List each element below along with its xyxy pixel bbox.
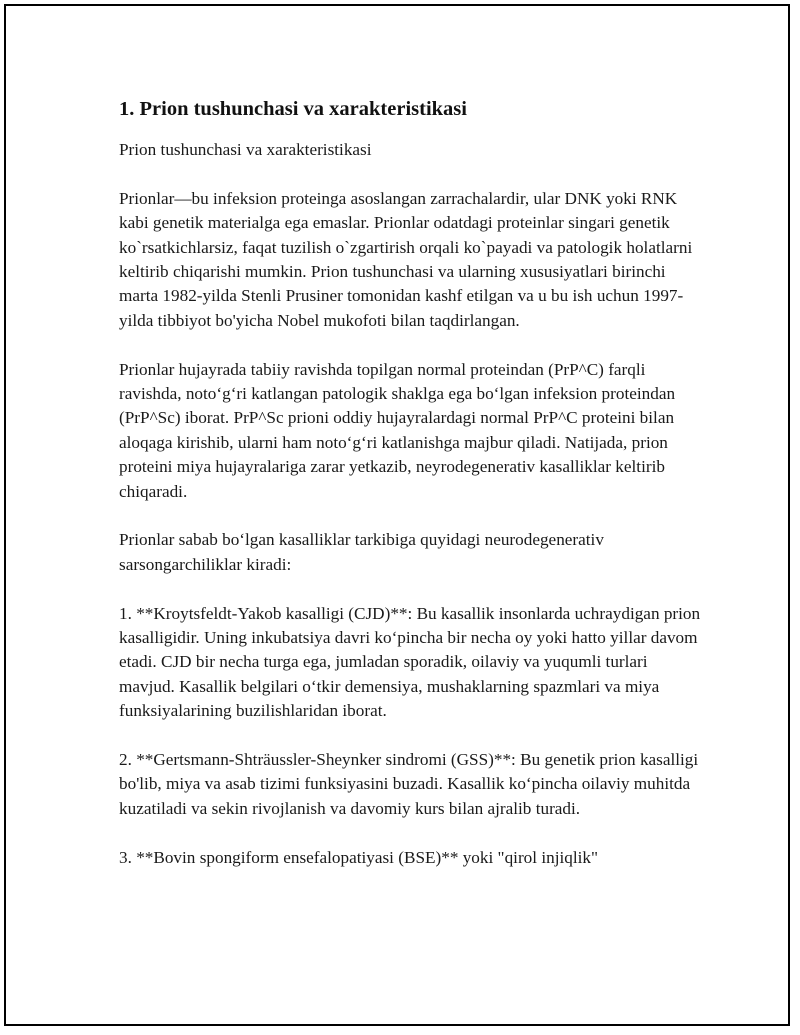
document-page xyxy=(4,4,790,1026)
section-subtitle: Prion tushunchasi va xarakteristikasi xyxy=(119,140,372,159)
list-item-bse: 3. **Bovin spongiform ensefalopatiyasi (BSE)** yoki "qirol injiqlik" xyxy=(119,847,599,867)
paragraph-definition: Prionlar—bu infeksion proteinga asoslangan zarrachalardir, ular DNK yoki RNK kabi genetik materialga ega emaslar. Prionlar odatdagi proteinlar singari genetik ko`rsatkichlarsiz, faqat tuzilish o`zgartirish orqali ko`payadi va patologik holatlarni keltirib chiqarishi mumkin. Prion tushunchasi va ularning xususiyatlari birinchi marta 1982-yilda Stenli Prusiner tomonidan kashf etilgan va u bu ish uchun 1997-yilda tibbiyot bo'yicha Nobel mukofoti bilan taqdirlangan. xyxy=(119,188,693,330)
list-item-cjd: 1. **Kroytsfeldt-Yakob kasalligi (CJD)**: Bu kasallik insonlarda uchraydigan prion kasalligidir. Uning inkubatsiya davri ko‘pincha bir necha oy yoki hatto yillar davom etadi. CJD bir necha turga ega, jumladan sporadik, oilaviy va yuqumli turlari mavjud. Kasallik belgilari o‘tkir demensiya, mushaklarning spazmlari va miya funksiyalarining buzilishlaridan iborat. xyxy=(119,603,701,721)
paragraph-mechanism: Prionlar hujayrada tabiiy ravishda topilgan normal proteindan (PrP^C) farqli ravishda, noto‘g‘ri katlangan patologik shaklga ega bo‘lgan infeksion proteindan (PrP^Sc) iborat. PrP^Sc prioni oddiy hujayralardagi normal PrP^C proteini bilan aloqaga kirishib, ularni ham noto‘g‘ri katlanishga majbur qiladi. Natijada, prion proteini miya hujayralariga zarar yetkazib, neyrodegenerativ kasalliklar keltirib chiqaradi. xyxy=(119,359,676,501)
document-body xyxy=(119,96,704,894)
section-heading: 1. Prion tushunchasi va xarakteristikasi xyxy=(119,98,467,120)
paragraph-diseases-intro: Prionlar sabab bo‘lgan kasalliklar tarkibiga quyidagi neurodegenerativ sarsongarchiliklar kiradi: xyxy=(119,530,604,574)
list-item-gss: 2. **Gertsmann-Shträussler-Sheynker sindromi (GSS)**: Bu genetik prion kasalligi bo'lib, miya va asab tizimi funksiyasini buzadi. Kasallik ko‘pincha oilaviy muhitda kuzatiladi va sekin rivojlanish va davomiy kurs bilan ajralib turadi. xyxy=(119,750,699,818)
